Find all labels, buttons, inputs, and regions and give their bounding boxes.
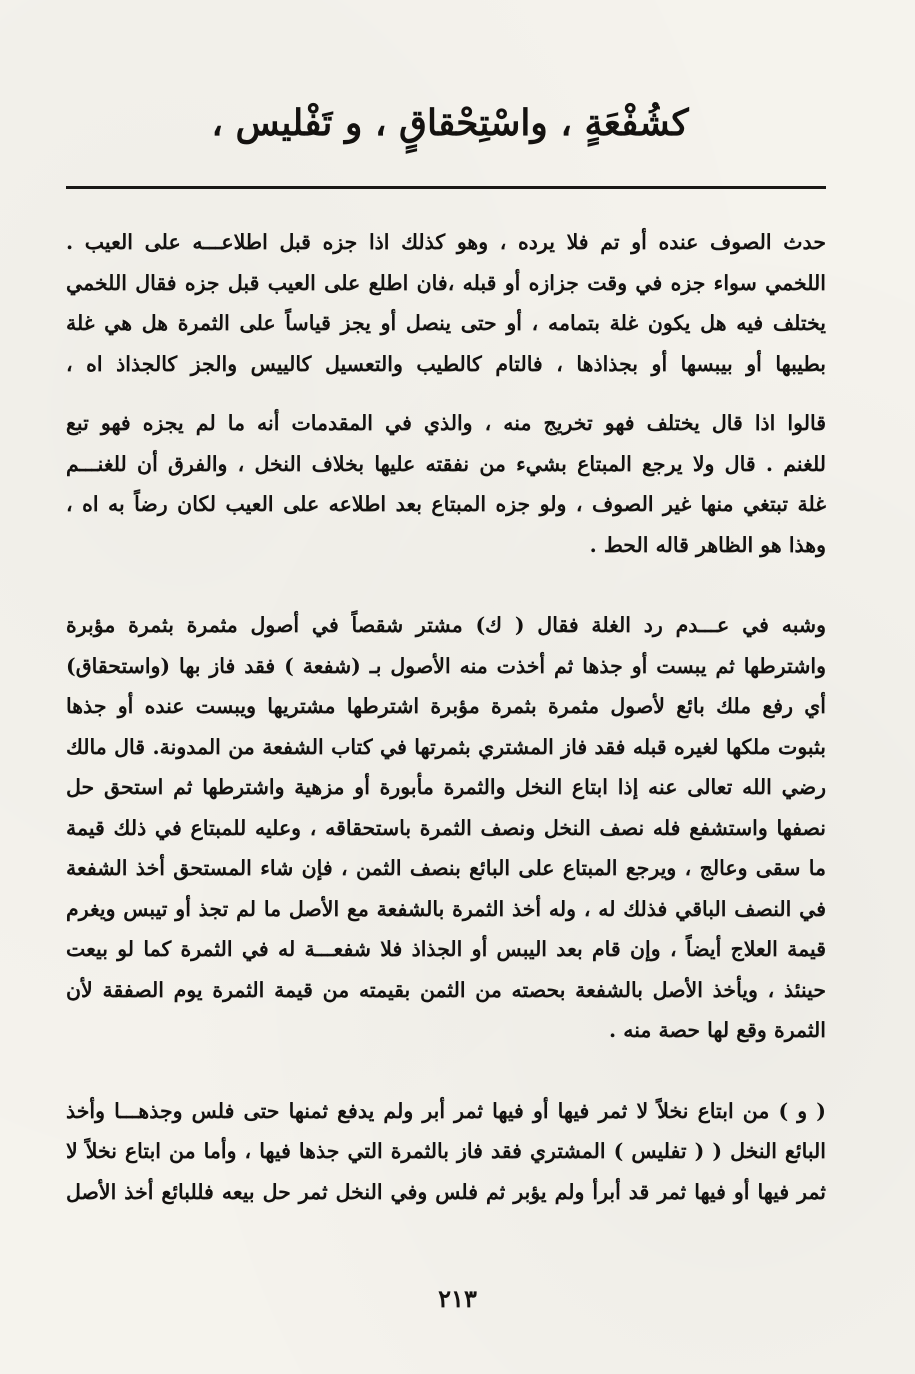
text-line: قالوا اذا قال يختلف فهو تخريج منه ، والذي في المقدمات أنه ما لم يجزه فهو تبع xyxy=(66,411,826,435)
text-line: غلة تبتغي منها غير الصوف ، ولو جزه المبتاع بعد اطلاعه على العيب لكان رضاً به اه ، xyxy=(66,492,826,516)
text-line: حينئذ ، ويأخذ الأصل بالشفعة بحصته من الثمن بقيمته من قيمة الثمرة يوم الصفقة لأن xyxy=(66,977,826,1002)
text-line: ( و ) من ابتاع نخلاً لا ثمر فيها أو فيها ثمر أبر ولم يدفع ثمنها حتى فلس وجذهـــا وأخذ xyxy=(66,1098,826,1123)
text-line: في النصف الباقي فذلك له ، وله أخذ الثمرة بالشفعة مع الأصل ما لم تجذ أو تيبس ويغرم xyxy=(66,896,826,921)
text-line: رضي الله تعالى عنه إذا ابتاع النخل والثمرة مأبورة أو مزهية واشترطها ثم استحق حل xyxy=(66,775,826,799)
paragraph-1 xyxy=(66,222,826,384)
text-line: وشبه في عـــدم رد الغلة فقال ( ك) مشتر شقصاً في أصول مثمرة بثمرة مؤبرة xyxy=(66,613,826,637)
text-line: نصفها واستشفع فله نصف النخل ونصف الثمرة باستحقاقه ، وعليه للمبتاع في ذلك قيمة xyxy=(66,815,826,840)
paragraph-spacer xyxy=(66,565,826,605)
text-line: يختلف فيه هل يكون غلة بتمامه ، أو حتى ينصل أو يجز قياساً على الثمرة هل هي غلة xyxy=(66,311,826,335)
text-line: اللخمي سواء جزه في وقت جزازه أو قبله ،فان اطلع على العيب قبل جزه فقال اللخمي xyxy=(66,270,826,295)
page-number: ٢١٣ xyxy=(438,1284,477,1313)
text-line: بثبوت ملكها لغيره قبله فقد فاز المشتري بثمرتها في كتاب الشفعة من المدونة. قال مالك xyxy=(66,734,826,759)
text-line: ثمر فيها أو فيها ثمر قد أبرأ ولم يؤبر ثم فلس وفي النخل ثمر حل بيعه فللبائع أخذ الأصل xyxy=(66,1179,826,1204)
paragraph-spacer xyxy=(66,1051,826,1091)
text-line: بطيبها أو بيبسها أو بجذاذها ، فالتام كالطيب والتعسيل كالييس والجز كالجذاذ اه ، xyxy=(66,351,826,376)
text-line: الثمرة وقع لها حصة منه . xyxy=(608,1018,826,1042)
page-body xyxy=(66,222,826,1212)
paragraph-2 xyxy=(66,403,826,565)
text-line: البائع النخل ( ( تفليس ) المشتري فقد فاز بالثمرة التي جذها فيها ، وأما من ابتاع نخلاً لا xyxy=(66,1139,826,1163)
text-line: للغنم . قال ولا يرجع المبتاع بشيء من نفقته عليها بخلاف النخل ، والفرق أن للغنـــم xyxy=(66,451,826,476)
text-line: واشترطها ثم يبست أو جذها ثم أخذت منه الأصول بـ (شفعة ) فقد فاز بها (واستحقاق) xyxy=(66,653,826,678)
paragraph-spacer xyxy=(66,384,826,403)
header-divider xyxy=(66,186,826,189)
page-header-title: كشُفْعَةٍ ، واسْتِحْقاقٍ ، و تَفْليس ، xyxy=(211,102,689,144)
text-line: حدث الصوف عنده أو تم فلا يرده ، وهو كذلك اذا جزه قبل اطلاعـــه على العيب . xyxy=(66,230,826,254)
text-line: ما سقى وعالج ، ويرجع المبتاع على البائع بنصف الثمن ، فإن شاء المستحق أخذ الشفعة xyxy=(66,856,826,880)
text-line: أي رفع ملك بائع لأصول مثمرة بثمرة مؤبرة اشترطها مشتريها ويبست عنده أو جذها xyxy=(66,694,826,718)
text-line: قيمة العلاج أيضاً ، وإن قام بعد اليبس أو الجذاذ فلا شفعـــة له في الثمرة كما لو بيعت xyxy=(66,937,826,961)
paragraph-3 xyxy=(66,605,826,1051)
text-line: وهذا هو الظاهر قاله الحط . xyxy=(589,532,826,557)
paragraph-4 xyxy=(66,1091,826,1213)
